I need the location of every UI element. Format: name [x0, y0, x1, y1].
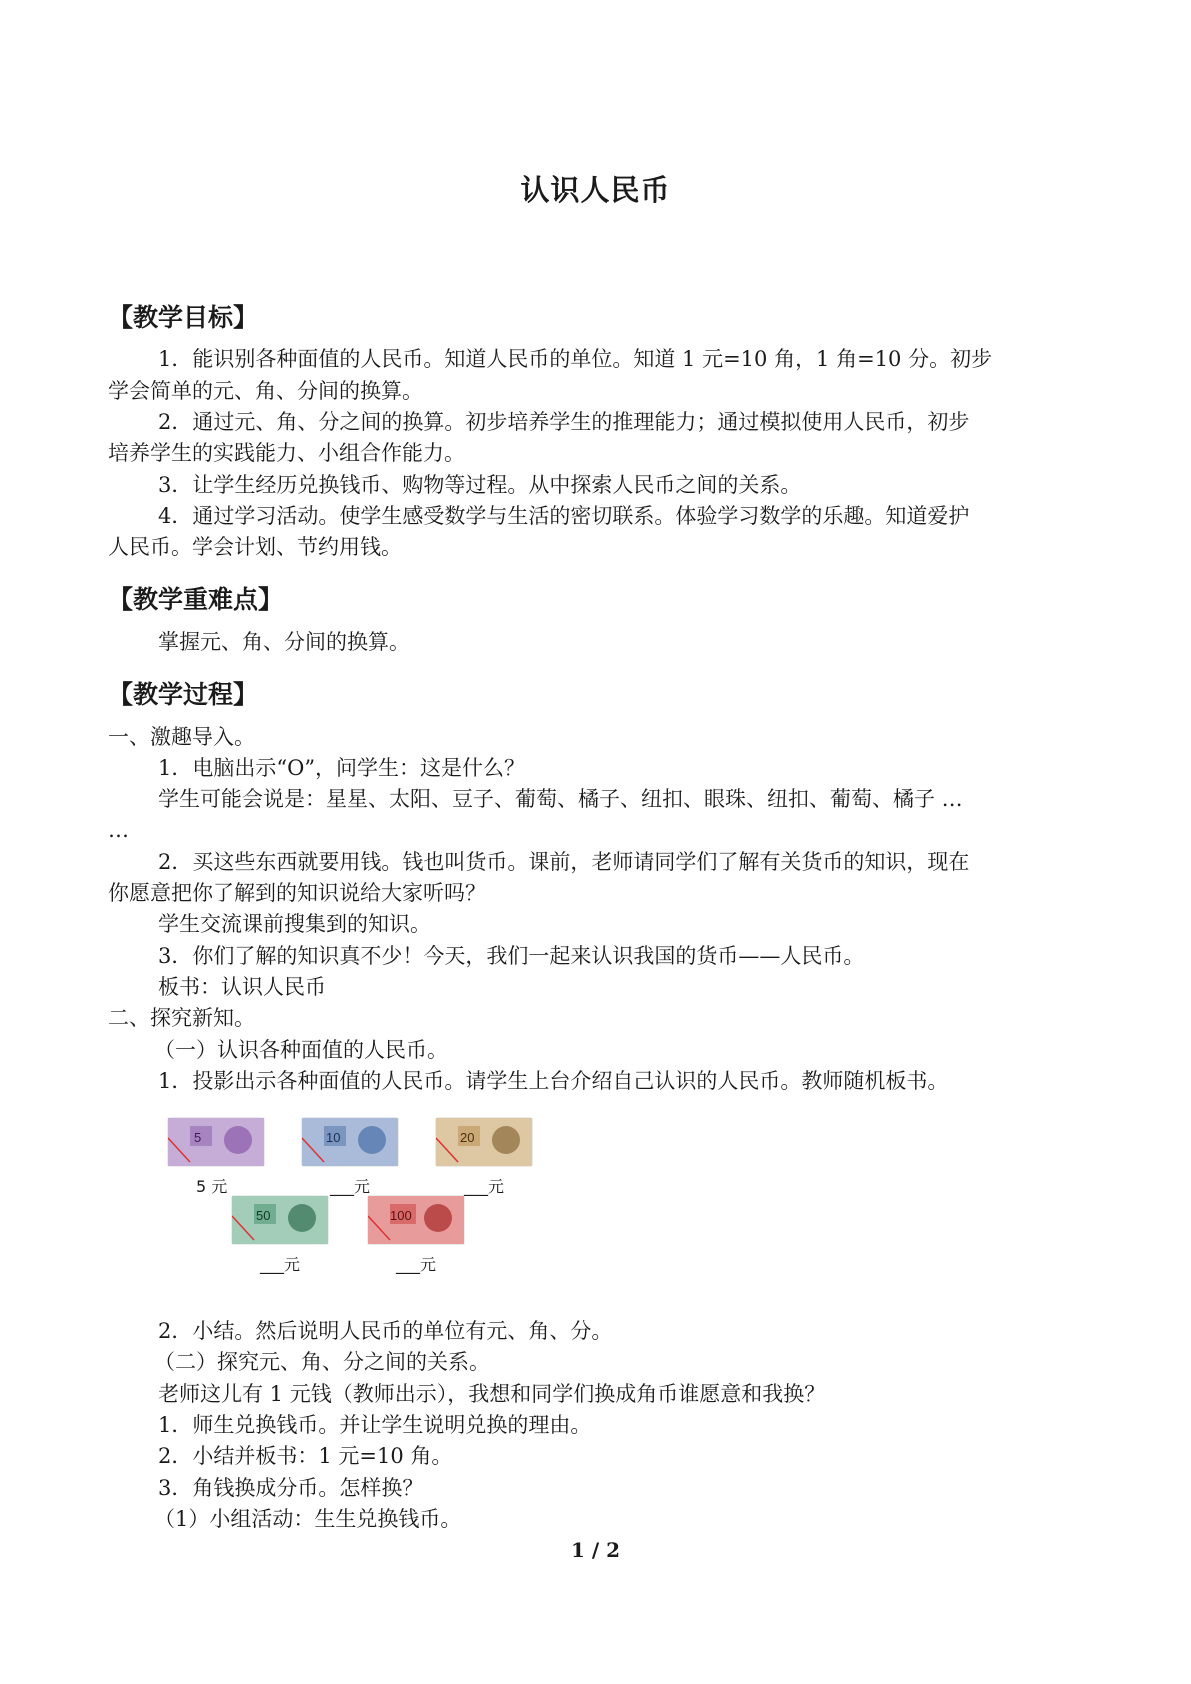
process-line: 1．电脑出示“O”，问学生：这是什么？ — [158, 756, 526, 780]
banknote-caption: 5 元 — [196, 1177, 228, 1196]
page-number: 1 / 2 — [570, 1538, 621, 1562]
banknote-denomination: 50 — [256, 1208, 271, 1223]
key-text: 掌握元、角、分间的换算。 — [158, 630, 410, 654]
process-line: 学生交流课前搜集到的知识。 — [158, 912, 431, 936]
process-line: 3．你们了解的知识真不少！今天，我们一起来认识我国的货币——人民币。 — [158, 944, 865, 968]
process-line: 二、探究新知。 — [108, 1006, 255, 1030]
process-line: 一、激趣导入。 — [108, 725, 255, 749]
process-line: 2．买这些东西就要用钱。钱也叫货币。课前，老师请同学们了解有关货币的知识，现在 — [158, 850, 970, 874]
process-line: 2．小结。然后说明人民币的单位有元、角、分。 — [158, 1319, 613, 1343]
banknote-caption: ___元 — [330, 1177, 371, 1196]
goal-line: 培养学生的实践能力、小组合作能力。 — [108, 441, 465, 465]
process-line: （二）探究元、角、分之间的关系。 — [154, 1350, 490, 1374]
banknote-20-graphic — [436, 1118, 532, 1166]
process-line: 板书：认识人民币 — [158, 975, 326, 999]
process-line: （1）小组活动：生生兑换钱币。 — [154, 1507, 462, 1531]
banknote-5-graphic — [168, 1118, 264, 1166]
banknote-5-image — [168, 1118, 264, 1166]
banknote-10-image — [302, 1118, 398, 1166]
banknote-denomination: 100 — [390, 1208, 412, 1223]
banknote-100-image — [368, 1196, 464, 1244]
process-line: 3．角钱换成分币。怎样换？ — [158, 1476, 424, 1500]
banknote-10-graphic — [302, 1118, 398, 1166]
goal-line: 人民币。学会计划、节约用钱。 — [108, 535, 402, 559]
goal-line: 1．能识别各种面值的人民币。知道人民币的单位。知道 1 元=10 角，1 角=10 分。初步 — [158, 347, 993, 371]
banknote-caption: ___元 — [260, 1255, 301, 1274]
section-heading-key: 【教学重难点】 — [108, 585, 284, 614]
process-line: 你愿意把你了解到的知识说给大家听吗？ — [108, 881, 486, 905]
process-line: … — [108, 818, 129, 842]
banknote-denomination: 10 — [326, 1130, 341, 1145]
process-line: 1．投影出示各种面值的人民币。请学生上台介绍自己认识的人民币。教师随机板书。 — [158, 1069, 949, 1093]
goal-line: 3．让学生经历兑换钱币、购物等过程。从中探索人民币之间的关系。 — [158, 473, 802, 497]
goal-line: 学会简单的元、角、分间的换算。 — [108, 379, 423, 403]
process-line: 学生可能会说是：星星、太阳、豆子、葡萄、橘子、纽扣、眼珠、纽扣、葡萄、橘子 … — [158, 787, 963, 811]
banknote-caption: ___元 — [464, 1177, 505, 1196]
page-title: 认识人民币 — [520, 173, 671, 207]
banknote-denomination: 20 — [460, 1130, 475, 1145]
banknote-caption: ___元 — [396, 1255, 437, 1274]
banknote-50-image — [232, 1196, 328, 1244]
section-heading-process: 【教学过程】 — [108, 680, 259, 709]
banknote-50-graphic — [232, 1196, 328, 1244]
section-heading-goals: 【教学目标】 — [108, 303, 259, 332]
process-line: 老师这儿有 1 元钱（教师出示），我想和同学们换成角币谁愿意和我换？ — [158, 1382, 826, 1406]
banknote-denomination: 5 — [194, 1130, 202, 1145]
process-line: 1．师生兑换钱币。并让学生说明兑换的理由。 — [158, 1413, 592, 1437]
goal-line: 4．通过学习活动。使学生感受数学与生活的密切联系。体验学习数学的乐趣。知道爱护 — [158, 504, 970, 528]
goal-line: 2．通过元、角、分之间的换算。初步培养学生的推理能力；通过模拟使用人民币，初步 — [158, 410, 970, 434]
process-line: （一）认识各种面值的人民币。 — [154, 1038, 448, 1062]
process-line: 2．小结并板书：1 元=10 角。 — [158, 1444, 453, 1468]
banknote-100-graphic — [368, 1196, 464, 1244]
banknote-20-image — [436, 1118, 532, 1166]
